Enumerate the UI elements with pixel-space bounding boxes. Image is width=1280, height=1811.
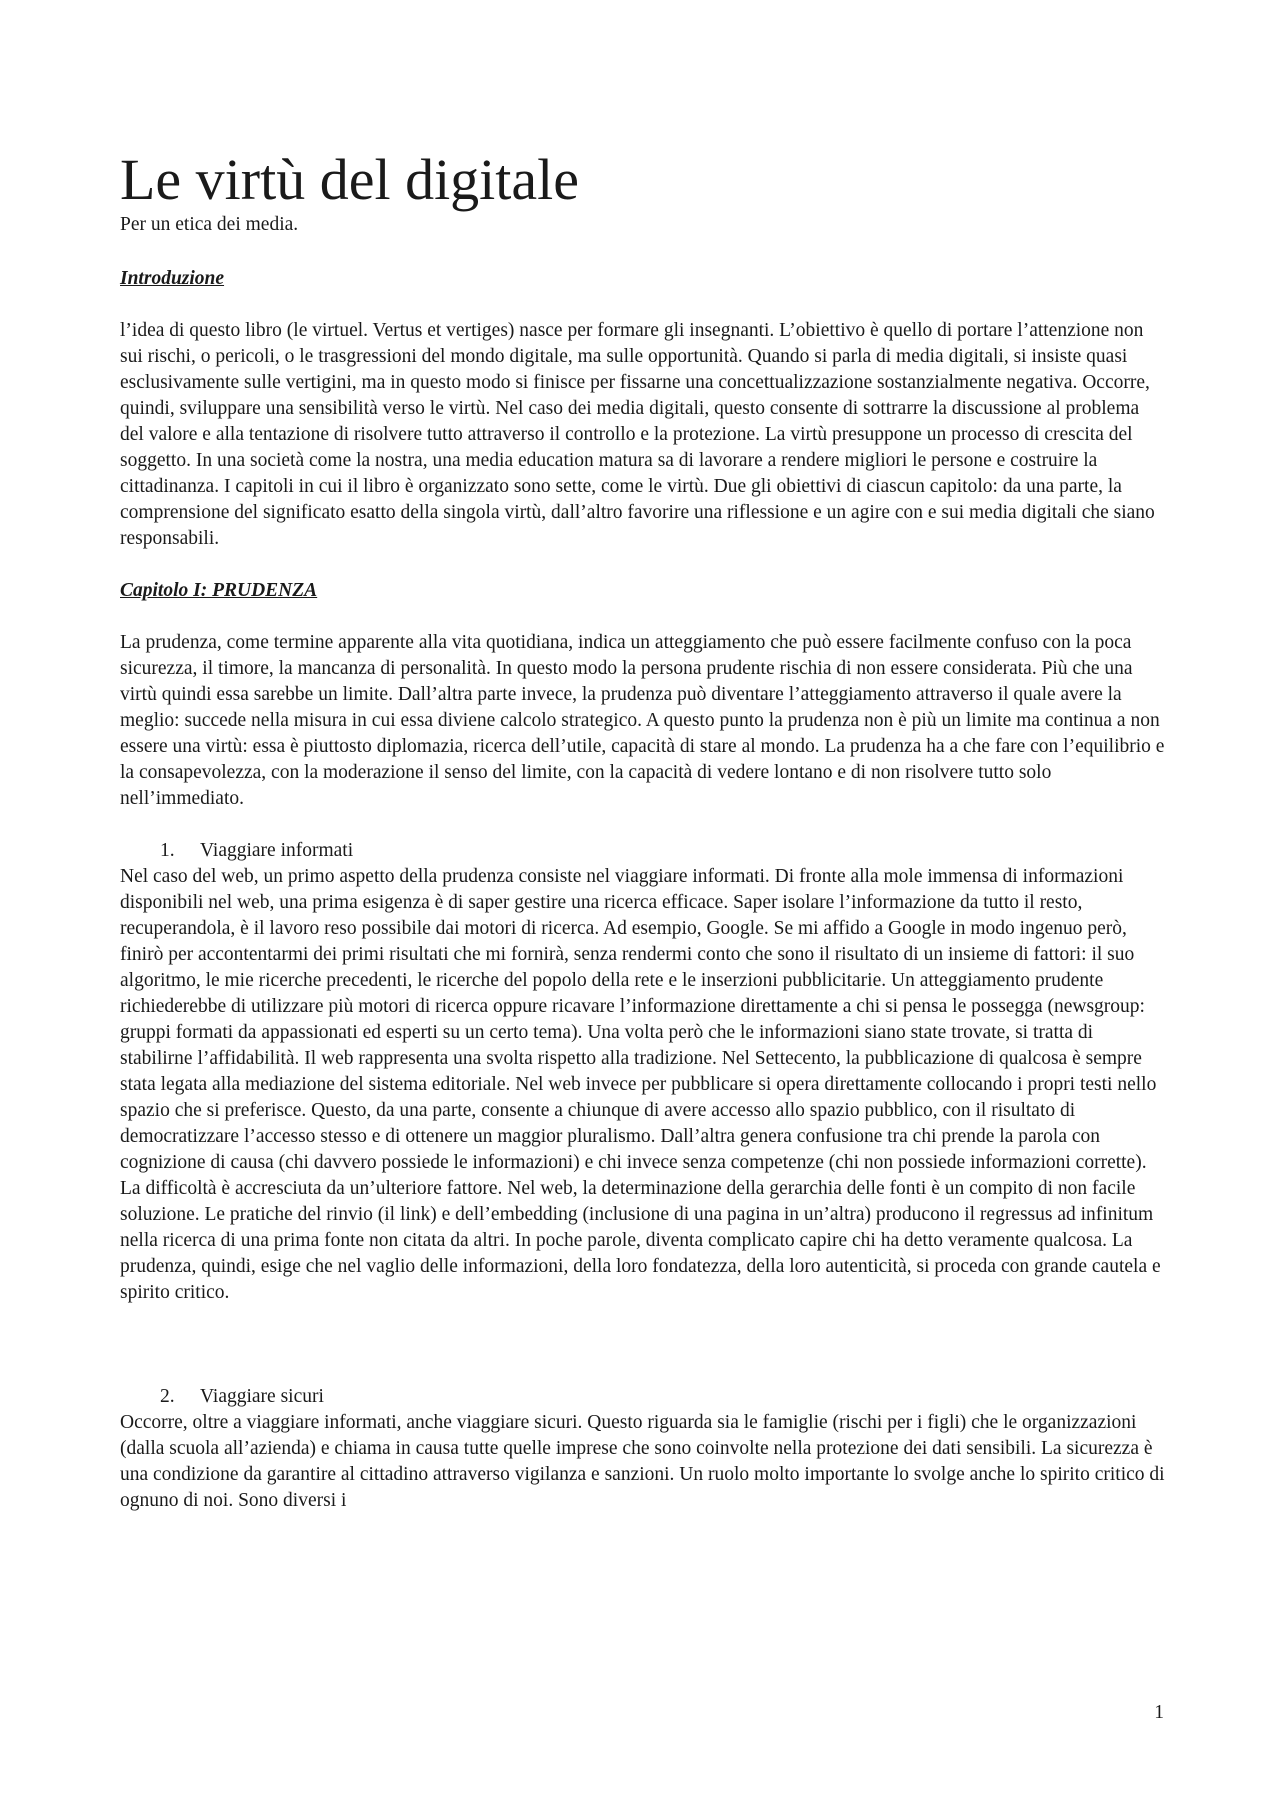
list-item-paragraph: Nel caso del web, un primo aspetto della prudenza consiste nel viaggiare informati. Di fronte alla mole immensa di informazioni disponibili nel web, una prima esigenza è di saper gestire una ricerca efficace. Saper isolare l’informazione da tutto il resto, recuperandola, è il lavoro reso possibile dai motori di ricerca. Ad esempio, Google. Se mi affido a Google in modo ingenuo però, finirò per accontentarmi dei primi risultati che mi fornirà, senza rendermi conto che sono il risultato di un insieme di fattori: il suo algoritmo, le mie ricerche precedenti, le ricerche del popolo della rete e le inserzioni pubblicitarie. Un atteggiamento prudente richiederebbe di utilizzare più motori di ricerca oppure ricavare l’informazione direttamente a chi si pensa le possegga (newsgroup: gruppi formati da appassionati ed esperti su un certo tema). Una volta però che le informazioni siano state trovate, si tratta di stabilirne l’affidabilità. Il web rappresenta una svolta rispetto alla tradizione. Nel Settecento, la pubblicazione di qualcosa è sempre stata legata alla mediazione del sistema editoriale. Nel web invece per pubblicare si opera direttamente collocando i propri testi nello spazio che si preferisce. Questo, da una parte, consente a chiunque di avere accesso allo spazio pubblico, con il risultato di democratizzare l’accesso stesso e di ottenere un maggior pluralismo. Dall’altra genera confusione tra chi prende la parola con cognizione di causa (chi davvero possiede le informazioni) e chi invece senza competenze (chi non possiede informazioni corrette). La difficoltà è accresciuta da un’ulteriore fattore. Nel web, la determinazione della gerarchia delle fonti è un compito di non facile soluzione. Le pratiche del rinvio (il link) e dell’embedding (inclusione di una pagina in un’altra) producono il regressus ad infinitum nella ricerca di una prima fonte non citata da altri. In poche parole, diventa complicato capire chi ha detto veramente qualcosa. La prudenza, quindi, esige che nel vaglio delle informazioni, della loro fondatezza, della loro autenticità, si proceda con grande cautela e spirito critico. (120, 866, 1161, 1303)
list-item-heading (120, 1384, 1165, 1410)
intro-paragraph: l’idea di questo libro (le virtuel. Vertus et vertiges) nasce per formare gli insegnanti. L’obiettivo è quello di portare l’attenzione non sui rischi, o pericoli, o le trasgressioni del mondo digitale, ma sulle opportunità. Quando si parla di media digitali, si insiste quasi esclusivamente sulle vertigini, ma in questo modo si finisce per fissarne una concettualizzazione sostanzialmente negativa. Occorre, quindi, sviluppare una sensibilità verso le virtù. Nel caso dei media digitali, questo consente di sottrarre la discussione al problema del valore e alla tentazione di risolvere tutto attraverso il controllo e la protezione. La virtù presuppone un processo di crescita del soggetto. In una società come la nostra, una media education matura sa di lavorare a rendere migliori le persone e costruire la cittadinanza. I capitoli in cui il libro è organizzato sono sette, come le virtù. Due gli obiettivi di ciascun capitolo: da una parte, la comprensione del significato esatto della singola virtù, dall’altro favorire una riflessione e un agire con e sui media digitali che siano responsabili. (120, 320, 1155, 549)
list-item-heading (120, 838, 1165, 864)
list-item-number: 1. (160, 840, 175, 861)
document-title: Le virtù del digitale (120, 147, 580, 212)
list-item-number: 2. (160, 1386, 175, 1407)
document-subtitle: Per un etica dei media. (120, 214, 299, 235)
page-number: 1 (1154, 1702, 1164, 1723)
list-item-label: Viaggiare informati (200, 840, 354, 861)
intro-heading: Introduzione (120, 268, 225, 289)
list-item-label: Viaggiare sicuri (200, 1386, 324, 1407)
document-page (120, 148, 1165, 1514)
chapter-paragraph: La prudenza, come termine apparente alla vita quotidiana, indica un atteggiamento che può essere facilmente confuso con la poca sicurezza, il timore, la mancanza di personalità. In questo modo la persona prudente rischia di non essere considerata. Più che una virtù quindi essa sarebbe un limite. Dall’altra parte invece, la prudenza può diventare l’atteggiamento attraverso il quale avere la meglio: succede nella misura in cui essa diviene calcolo strategico. A questo punto la prudenza non è più un limite ma continua a non essere una virtù: essa è piuttosto diplomazia, ricerca dell’utile, capacità di stare al mondo. La prudenza ha a che fare con l’equilibrio e la consapevolezza, con la moderazione il senso del limite, con la capacità di vedere lontano e di non risolvere tutto solo nell’immediato. (120, 632, 1165, 809)
list-item-paragraph: Occorre, oltre a viaggiare informati, anche viaggiare sicuri. Questo riguarda sia le famiglie (rischi per i figli) che le organizzazioni (dalla scuola all’azienda) e chiama in causa tutte quelle imprese che sono coinvolte nella protezione dei dati sensibili. La sicurezza è una condizione da garantire al cittadino attraverso vigilanza e sanzioni. Un ruolo molto importante lo svolge anche lo spirito critico di ognuno di noi. Sono diversi i (120, 1412, 1165, 1511)
chapter-heading: Capitolo I: PRUDENZA (120, 580, 318, 601)
